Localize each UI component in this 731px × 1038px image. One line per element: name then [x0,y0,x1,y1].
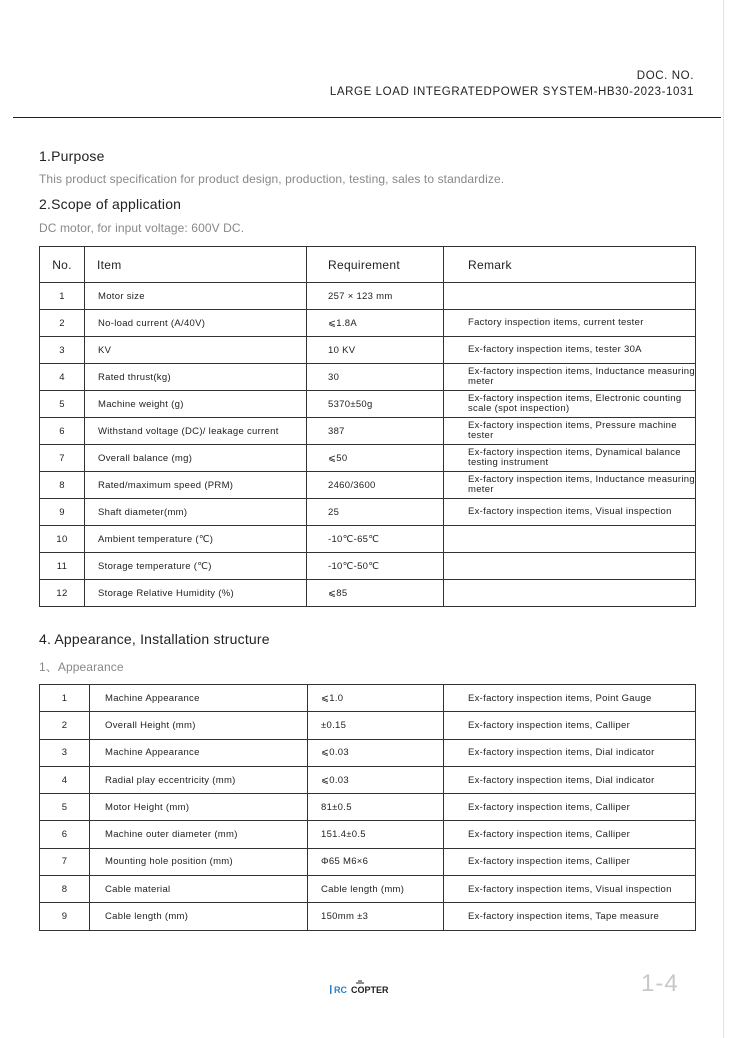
purpose-heading: 1.Purpose [39,148,105,164]
table-row [40,821,696,848]
row-requirement: 151.4±0.5 [308,821,444,848]
row-item: Overall Height (mm) [90,712,308,739]
row-number: 3 [40,337,85,364]
header-remark: Remark [444,247,696,283]
row-remark: Ex-factory inspection items, Visual inspection [444,499,696,526]
row-remark: Ex-factory inspection items, Tape measure [444,903,696,930]
row-item: Cable length (mm) [90,903,308,930]
row-remark: Ex-factory inspection items, Calliper [444,794,696,821]
row-remark [444,283,696,310]
row-remark: Ex-factory inspection items, Calliper [444,821,696,848]
table-row [40,766,696,793]
row-number: 9 [40,903,90,930]
row-item: Radial play eccentricity (mm) [90,766,308,793]
row-requirement: 30 [307,364,444,391]
row-item: Motor size [85,283,307,310]
purpose-text: This product specification for product design, production, testing, sales to standardize. [39,172,505,186]
row-number: 2 [40,712,90,739]
row-requirement: ⩽1.8A [307,310,444,337]
table-row [40,876,696,903]
row-number: 7 [40,445,85,472]
row-number: 7 [40,848,90,875]
table-row [40,445,696,472]
row-number: 12 [40,580,85,607]
row-remark: Ex-factory inspection items, Inductance measuring meter [444,472,696,499]
row-remark: Ex-factory inspection items, Dial indicator [444,766,696,793]
logo-mark [330,980,402,996]
row-item: Rated/maximum speed (PRM) [85,472,307,499]
table-row [40,310,696,337]
table-row [40,499,696,526]
row-remark [444,553,696,580]
row-requirement: Φ65 M6×6 [308,848,444,875]
table-row [40,472,696,499]
header-no: No. [40,247,85,283]
table-row [40,418,696,445]
row-number: 6 [40,418,85,445]
row-item: Machine outer diameter (mm) [90,821,308,848]
row-number: 5 [40,391,85,418]
table-row [40,685,696,712]
row-remark: Ex-factory inspection items, Point Gauge [444,685,696,712]
rc-copter-logo [330,980,402,996]
row-item: Cable material [90,876,308,903]
logo-text-rc: RC [334,985,347,995]
page-edge-line [723,0,724,1038]
row-item: Rated thrust(kg) [85,364,307,391]
row-requirement: -10℃-50℃ [307,553,444,580]
appearance-heading: 4. Appearance, Installation structure [39,631,270,647]
row-number: 4 [40,364,85,391]
row-number: 4 [40,766,90,793]
scope-text: DC motor, for input voltage: 600V DC. [39,221,245,235]
row-item: Mounting hole position (mm) [90,848,308,875]
row-requirement: 5370±50g [307,391,444,418]
row-number: 10 [40,526,85,553]
row-remark: Ex-factory inspection items, Electronic counting scale (spot inspection) [444,391,696,418]
table-row [40,364,696,391]
row-requirement: ⩽1.0 [308,685,444,712]
specification-table [39,246,696,607]
table-row [40,337,696,364]
row-item: Shaft diameter(mm) [85,499,307,526]
row-requirement: 2460/3600 [307,472,444,499]
row-requirement: 25 [307,499,444,526]
table-row [40,526,696,553]
row-item: Ambient temperature (℃) [85,526,307,553]
table-row [40,391,696,418]
row-item: Machine weight (g) [85,391,307,418]
row-remark: Ex-factory inspection items, Calliper [444,712,696,739]
row-number: 5 [40,794,90,821]
header-requirement: Requirement [307,247,444,283]
row-requirement: 10 KV [307,337,444,364]
row-item: No-load current (A/40V) [85,310,307,337]
row-requirement: ±0.15 [308,712,444,739]
row-number: 3 [40,739,90,766]
row-requirement: -10℃-65℃ [307,526,444,553]
appearance-table [39,684,696,931]
table-row [40,903,696,930]
row-requirement: ⩽0.03 [308,766,444,793]
table-row [40,794,696,821]
row-number: 1 [40,283,85,310]
row-remark [444,526,696,553]
doc-title: LARGE LOAD INTEGRATEDPOWER SYSTEM-HB30-2023-1031 [329,86,694,98]
table-row [40,739,696,766]
row-remark [444,580,696,607]
table-header-row [40,247,696,283]
row-number: 9 [40,499,85,526]
row-remark: Ex-factory inspection items, tester 30A [444,337,696,364]
row-number: 8 [40,472,85,499]
table-row [40,580,696,607]
row-remark: Factory inspection items, current tester [444,310,696,337]
row-number: 6 [40,821,90,848]
row-remark: Ex-factory inspection items, Inductance measuring meter [444,364,696,391]
row-number: 11 [40,553,85,580]
row-item: KV [85,337,307,364]
header-item: Item [85,247,307,283]
row-remark: Ex-factory inspection items, Pressure machine tester [444,418,696,445]
row-remark: Ex-factory inspection items, Dynamical balance testing instrument [444,445,696,472]
row-number: 8 [40,876,90,903]
scope-heading: 2.Scope of application [39,196,182,212]
row-remark: Ex-factory inspection items, Visual inspection [444,876,696,903]
row-requirement: ⩽0.03 [308,739,444,766]
header-divider [13,117,721,118]
row-item: Withstand voltage (DC)/ leakage current [85,418,307,445]
table-row [40,712,696,739]
row-requirement: 81±0.5 [308,794,444,821]
row-requirement: 150mm ±3 [308,903,444,930]
row-requirement: ⩽50 [307,445,444,472]
row-remark: Ex-factory inspection items, Calliper [444,848,696,875]
logo-text-copter: COPTER [351,985,389,995]
row-item: Overall balance (mg) [85,445,307,472]
row-requirement: 257 × 123 mm [307,283,444,310]
row-number: 2 [40,310,85,337]
row-item: Storage Relative Humidity (%) [85,580,307,607]
page-number: 1-4 [641,970,679,997]
row-item: Motor Height (mm) [90,794,308,821]
document-header [330,68,694,100]
row-item: Machine Appearance [90,739,308,766]
row-item: Machine Appearance [90,685,308,712]
row-number: 1 [40,685,90,712]
row-requirement: Cable length (mm) [308,876,444,903]
table-row [40,283,696,310]
table-row [40,848,696,875]
doc-number-label: DOC. NO. [636,70,694,82]
row-remark: Ex-factory inspection items, Dial indicator [444,739,696,766]
row-item: Storage temperature (℃) [85,553,307,580]
appearance-subheading: 1、Appearance [39,660,124,674]
row-requirement: ⩽85 [307,580,444,607]
row-requirement: 387 [307,418,444,445]
table-row [40,553,696,580]
